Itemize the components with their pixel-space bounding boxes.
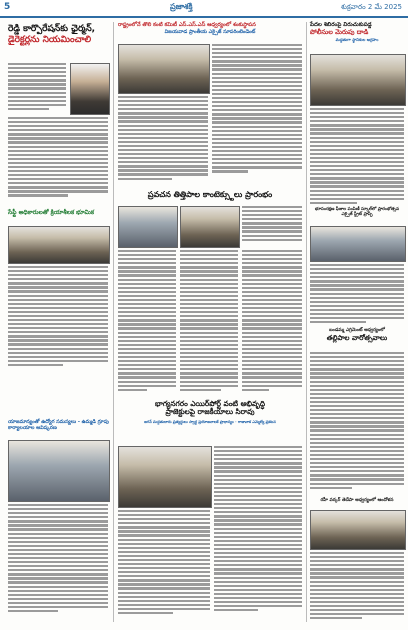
protest-photo	[310, 510, 406, 550]
portrait-photo	[70, 63, 110, 115]
body-text	[310, 108, 404, 206]
story-airport-development	[118, 400, 302, 424]
contest-photo-1	[118, 206, 178, 248]
school-photo	[310, 226, 406, 262]
body-text	[8, 504, 108, 614]
column-divider	[306, 22, 307, 622]
body-text	[310, 352, 404, 491]
headline: ప్రవచన తిత్తిపాల కాంటెక్స్టులు ప్రారంభం	[147, 190, 273, 199]
edition-date: శుక్రవారం 2 మే 2025	[340, 3, 402, 11]
body-text	[118, 250, 176, 393]
body-text	[118, 510, 210, 616]
body-text	[8, 266, 108, 368]
event-photo	[8, 440, 110, 502]
body-text	[180, 250, 238, 393]
story-worker-protest	[310, 498, 404, 503]
headline: భూసంరక్షణ ఫీజుల పంపిణీ స్కూల్‌లో ప్రారంభోత్సవ ఎక్సైజ్ స్ట్రీట్ ప్రాప్ఫీ	[314, 207, 400, 217]
headline: పేదల శిబిరంపై విరుచుకుపడ్డ	[310, 22, 372, 28]
subhead: విజయవాడ ప్రాంతీయ ఎక్సైజ్ సూపరింటెండెంట్	[164, 29, 256, 36]
kicker: రాష్ట్రంలోనే తొలి కంటి కమిటీ ఎస్.ఎస్.ఎస్ ఆధ్వర్యంలో శంకుస్థాపన	[118, 22, 256, 28]
story-police-raid	[310, 22, 404, 42]
body-text	[310, 264, 404, 325]
body-text	[242, 206, 302, 243]
body-text	[214, 446, 302, 613]
raid-photo	[310, 54, 406, 106]
contest-photo-2	[180, 206, 240, 248]
story-breastfeeding-week	[310, 328, 404, 342]
headline: డైరెక్టర్లను నియమించాలి	[8, 35, 92, 46]
subhead: జగన్ మద్దతుదారు ప్రత్యర్థులు స్వార్థ ప్రయోజనాలకే ప్రాధాన్యం · గాజువాక ఎమ్మెల్యే ప్రకటన	[144, 418, 276, 424]
paper-name: ప్రజాశక్తి	[170, 2, 193, 11]
headline: తల్లిపాల వారోత్సవాలు	[326, 334, 388, 343]
kicker: బండమ్మ ఎగ్రిమెంట్ ఆధ్వర్యంలో	[329, 328, 385, 333]
body-text	[8, 117, 108, 199]
airport-event-photo	[118, 446, 212, 508]
story-eye-committee	[118, 22, 302, 36]
ceremony-photo	[118, 44, 210, 94]
masthead	[0, 0, 408, 18]
headline: సేఫ్టీ అధికారులతో క్రియాశీలక భూమిక	[8, 209, 94, 216]
headline: ప్రాజెక్టులపై రాజకీయాలు సిరావు	[165, 407, 255, 417]
headline: రెడ్డి కార్పొరేషన్‌కు ఛైర్మన్,	[8, 24, 96, 34]
page-number: 5	[4, 2, 11, 12]
body-text	[310, 552, 404, 621]
column-divider	[113, 22, 114, 622]
headline: యాజమాన్యంతో ఉద్యోగ సమస్యలు - ఉమ్మడి గ్రూపు కార్యాలయాల ఆవిష్కరణ	[8, 419, 109, 431]
body-text	[8, 63, 66, 112]
body-text	[212, 44, 302, 175]
body-text	[118, 96, 208, 182]
story-school-fees	[310, 208, 404, 218]
headline: పోలీసుల మెరుపు దాడి	[310, 28, 369, 37]
story-contests-begin	[118, 190, 302, 199]
story-employee-issues	[8, 420, 112, 432]
story-safety-officers	[8, 210, 112, 217]
meeting-photo	[8, 226, 110, 264]
body-text	[242, 250, 302, 393]
headline: రహీ వర్కర్ తెదేపా ఆధ్వర్యంలో ఆందోళన	[320, 498, 394, 503]
subhead: మద్దతుగా స్థానికుల ఆగ్రహం	[335, 36, 379, 42]
headline: భాగ్యనగరం ఎయిర్‌పోర్ట్ వంటి అభివృద్ధి	[155, 399, 265, 408]
story-reddy-corporation	[8, 24, 112, 46]
